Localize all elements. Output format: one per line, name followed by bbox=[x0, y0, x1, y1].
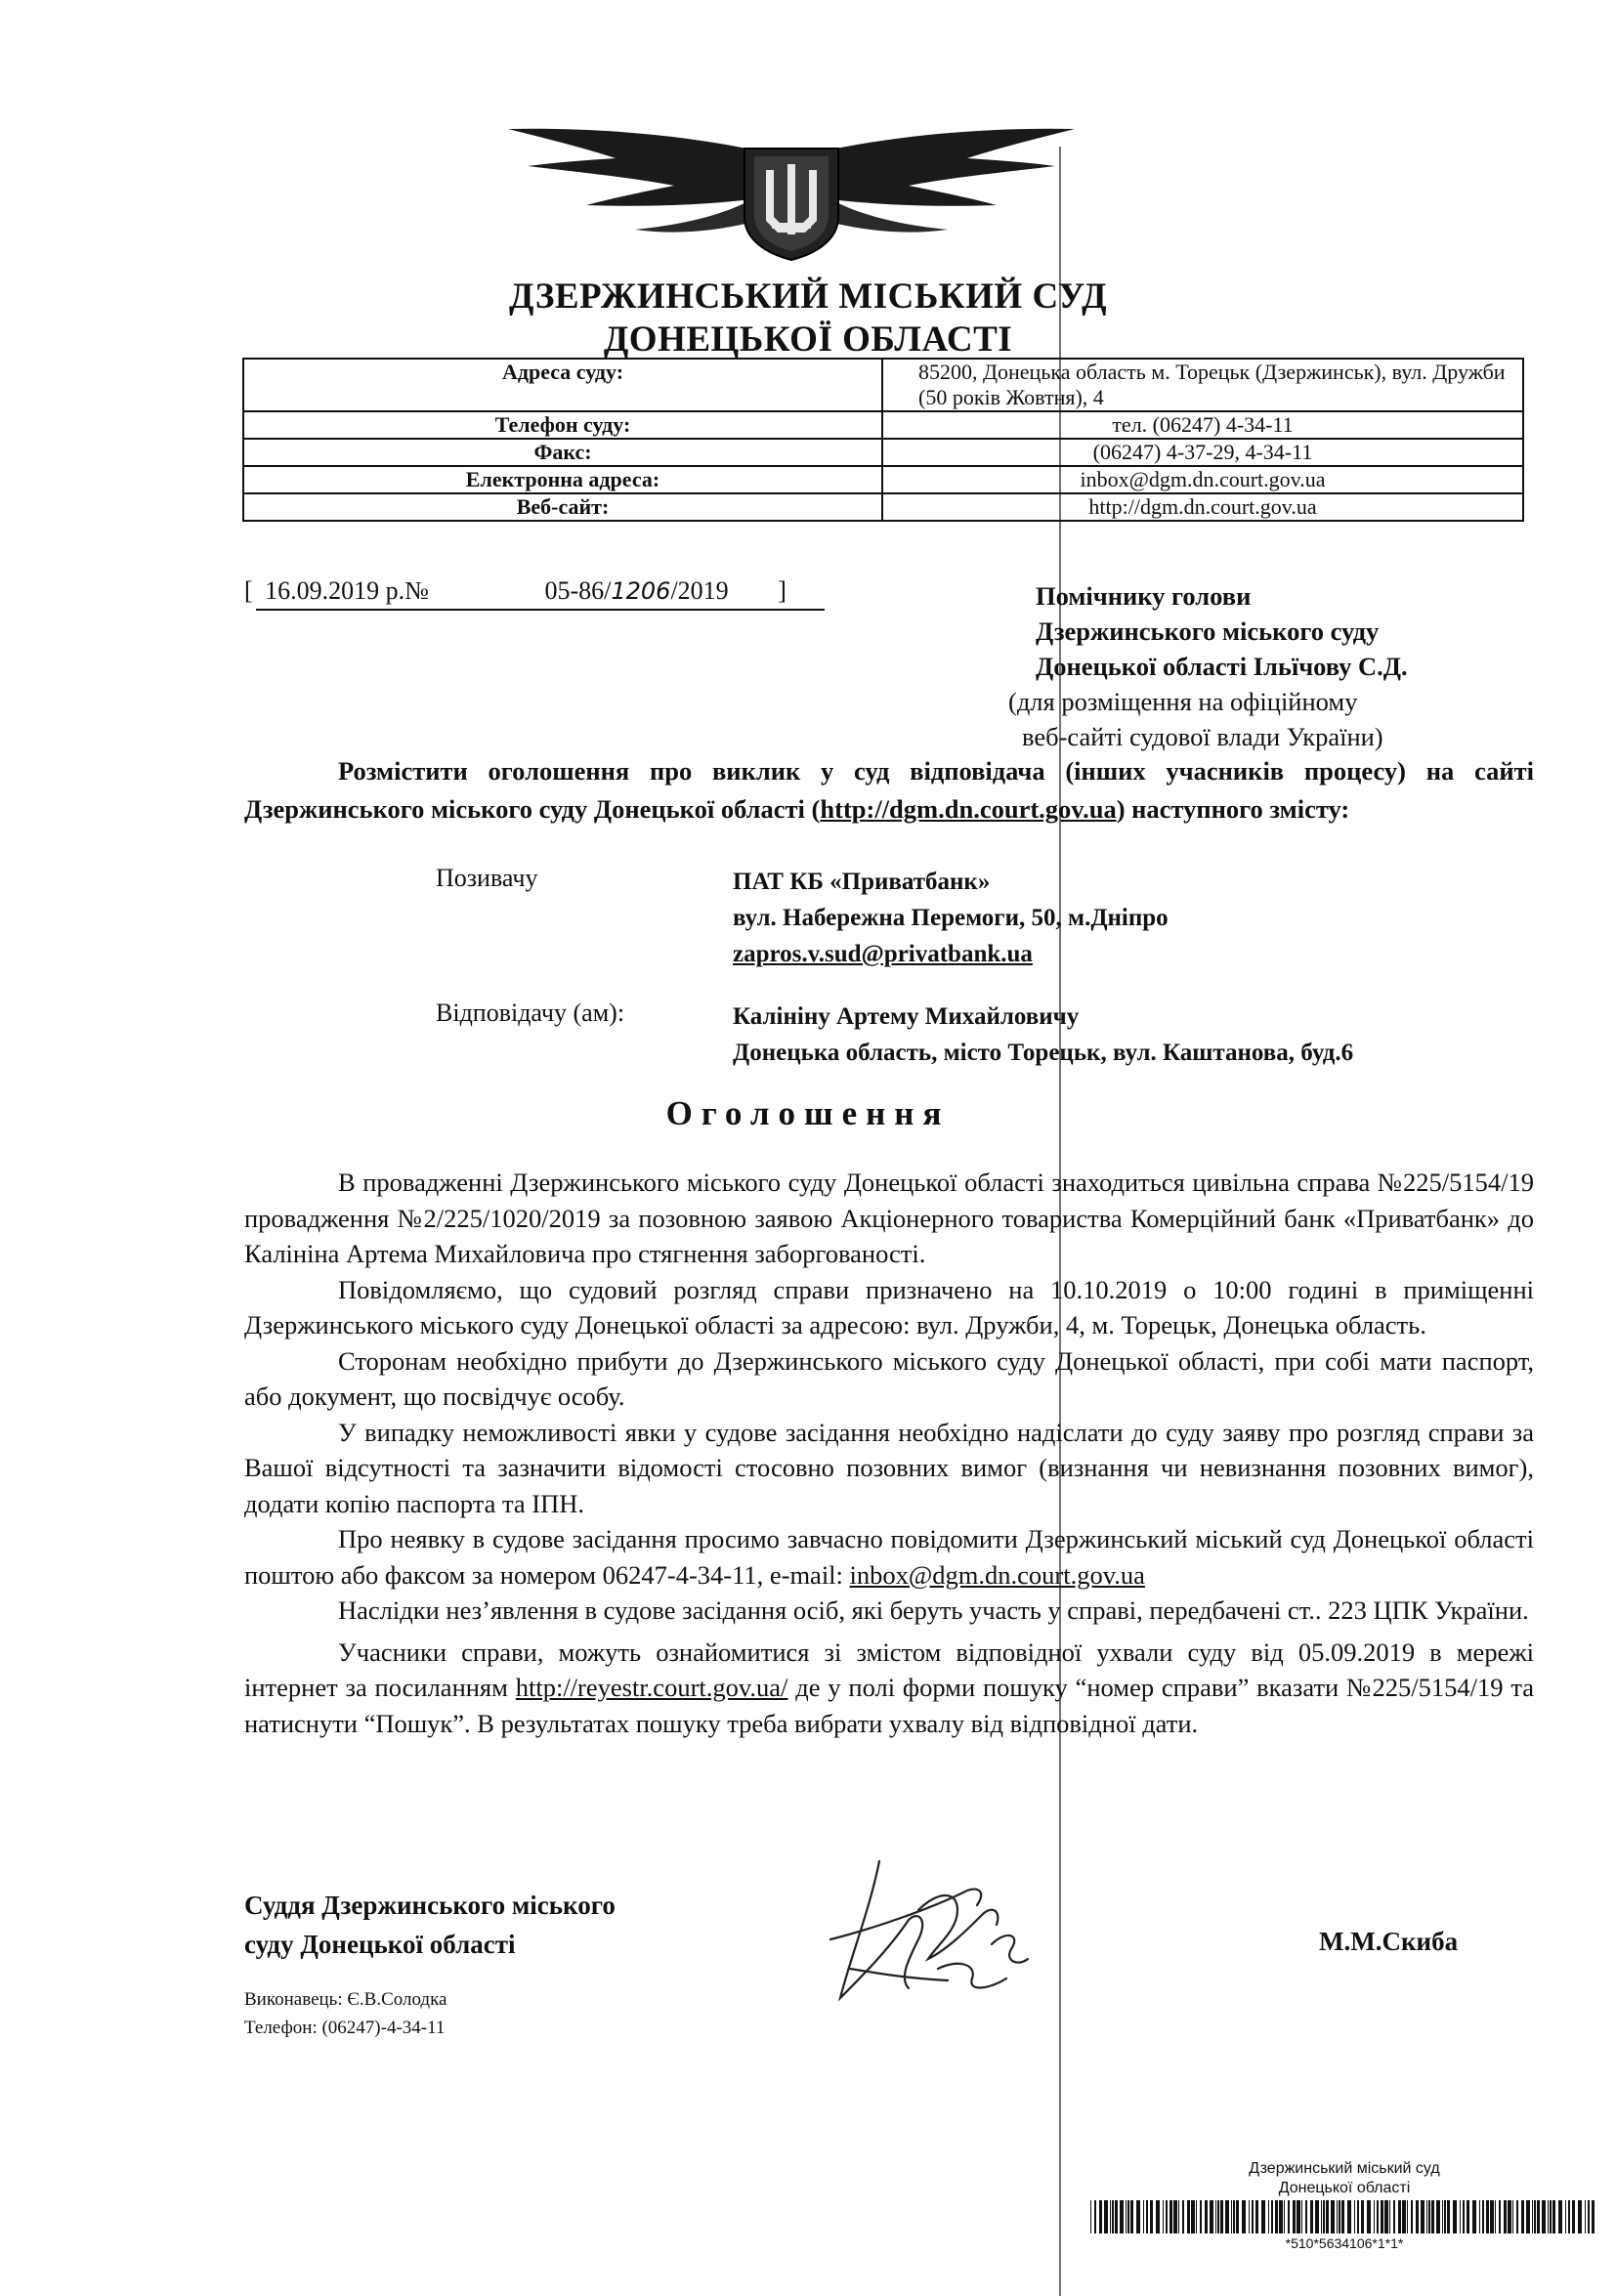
announcement-title: Оголошення bbox=[665, 1094, 951, 1132]
barcode-bar bbox=[1210, 2200, 1213, 2233]
barcode-bar bbox=[1565, 2200, 1566, 2233]
barcode-bar bbox=[1112, 2200, 1114, 2233]
ref-number-handwritten: 1206 bbox=[611, 577, 671, 605]
barcode-bar bbox=[1331, 2200, 1335, 2233]
barcode-bar bbox=[1115, 2200, 1118, 2233]
barcode-bar bbox=[1173, 2200, 1177, 2233]
barcode-bar bbox=[1271, 2200, 1273, 2233]
plaintiff-email-link[interactable]: zapros.v.sud@privatbank.ua bbox=[733, 941, 1033, 967]
barcode-bar bbox=[1187, 2200, 1190, 2233]
barcode-bar bbox=[1163, 2200, 1164, 2233]
barcode-bar bbox=[1178, 2200, 1179, 2233]
barcode-bar bbox=[1377, 2200, 1379, 2233]
barcode-bar bbox=[1428, 2200, 1430, 2233]
barcode-bar bbox=[1099, 2200, 1102, 2233]
barcode-bar bbox=[1297, 2200, 1300, 2233]
paragraph: В провадженні Дзержинського міського суду Донецької області знаходиться цивільна справа №225/5154/19 провадження №2/225/1020/2019 за позовною заявою Акціонерного товариства Комерційний банк «Приватбанк» до Калініна Артема Михайловича про стягнення заборгованості. bbox=[244, 1168, 1534, 1268]
website-value: http://dgm.dn.court.gov.ua bbox=[882, 493, 1523, 521]
table-row bbox=[243, 411, 1523, 439]
barcode-bar bbox=[1542, 2200, 1546, 2233]
barcode-bar bbox=[1261, 2200, 1265, 2233]
barcode-bar bbox=[1431, 2200, 1434, 2233]
barcode-bar bbox=[1389, 2200, 1390, 2233]
barcode-bar bbox=[1242, 2200, 1246, 2233]
barcode-bar bbox=[1127, 2200, 1129, 2233]
barcode-bar bbox=[1572, 2200, 1575, 2233]
judge-title bbox=[244, 1886, 616, 1964]
barcode-bar bbox=[1182, 2200, 1184, 2233]
barcode-bar bbox=[1504, 2200, 1507, 2233]
barcode-bar bbox=[1490, 2200, 1494, 2233]
phone-label: Телефон суду: bbox=[243, 411, 882, 439]
address-label: Адреса суду: bbox=[243, 359, 882, 411]
barcode-bar bbox=[1231, 2200, 1232, 2233]
barcode-bar bbox=[1552, 2200, 1555, 2233]
request-text: Розмістити оголошення про виклик у суд відповідача (інших учасників процесу) на сайті Дзержинського міського суду Донецької області ( bbox=[244, 756, 1534, 824]
barcode-bar bbox=[1225, 2200, 1229, 2233]
barcode-bar bbox=[1354, 2200, 1355, 2233]
fax-label: Факс: bbox=[243, 439, 882, 466]
court-title-line1: ДЗЕРЖИНСЬКИЙ МІСЬКИЙ СУД bbox=[508, 276, 1108, 317]
registry-link[interactable]: http://reyestr.court.gov.ua/ bbox=[515, 1673, 788, 1702]
judge-title-line: Суддя Дзержинського міського bbox=[244, 1891, 616, 1920]
barcode-bar bbox=[1357, 2200, 1359, 2233]
barcode-bar bbox=[1585, 2200, 1586, 2233]
barcode-bar bbox=[1215, 2200, 1216, 2233]
ref-open-bracket: [ bbox=[244, 576, 253, 605]
barcode-bar bbox=[1393, 2200, 1395, 2233]
paragraph bbox=[244, 1635, 1534, 1742]
plaintiff-block bbox=[733, 864, 1169, 972]
barcode-bar bbox=[1136, 2200, 1140, 2233]
judge-name: М.М.Скиба bbox=[1319, 1927, 1459, 1956]
barcode-bar bbox=[1191, 2200, 1195, 2233]
plaintiff-label: Позивачу bbox=[436, 864, 538, 892]
ref-number-suffix: /2019 bbox=[670, 576, 729, 605]
addressee-line: Донецької області Ільїчову С.Д. bbox=[1036, 652, 1408, 681]
defendant-address: Донецька область, місто Торецьк, вул. Каштанова, буд.6 bbox=[733, 1040, 1354, 1066]
barcode-bar bbox=[1205, 2200, 1208, 2233]
barcode-bar bbox=[1339, 2200, 1340, 2233]
barcode-bar bbox=[1548, 2200, 1549, 2233]
table-row bbox=[243, 493, 1523, 521]
barcode-bar bbox=[1284, 2200, 1285, 2233]
barcode-bar bbox=[1460, 2200, 1461, 2233]
website-label: Веб-сайт: bbox=[243, 493, 882, 521]
barcode-bar bbox=[1411, 2200, 1413, 2233]
barcode-bar bbox=[1169, 2200, 1172, 2233]
barcode-bar bbox=[1526, 2200, 1530, 2233]
ref-date: 16.09.2019 р.№ bbox=[265, 576, 429, 605]
barcode-bar bbox=[1220, 2200, 1223, 2233]
barcode-bar bbox=[1407, 2200, 1408, 2233]
barcode-bar bbox=[1104, 2200, 1108, 2233]
barcode-bar bbox=[1090, 2200, 1091, 2233]
barcode-bar bbox=[1288, 2200, 1290, 2233]
barcode-bar bbox=[1323, 2200, 1325, 2233]
barcode-bar bbox=[1126, 2200, 1127, 2233]
defendant-name: Калініну Артему Михайловичу bbox=[733, 1003, 1080, 1030]
barcode-bar bbox=[1249, 2200, 1250, 2233]
barcode-bar bbox=[1156, 2200, 1160, 2233]
barcode-bar bbox=[1447, 2200, 1450, 2233]
addressee-line: Помічнику голови bbox=[1036, 581, 1252, 611]
barcode-bar bbox=[1310, 2200, 1313, 2233]
paragraph-text: Про неявку в судове засідання просимо завчасно повідомити Дзержинський міський суд Донецької області поштою або факсом за номером 06247-4-34-11, e-mail: bbox=[244, 1524, 1534, 1590]
barcode-bar bbox=[1495, 2200, 1496, 2233]
barcode-bar bbox=[1166, 2200, 1168, 2233]
barcode-bar bbox=[1347, 2200, 1351, 2233]
paragraph-text: Учасники справи, можуть ознайомитися зі змістом відповідної ухвали суду від 05.09.2019 в мережі інтернет за посиланням bbox=[244, 1637, 1534, 1702]
barcode-bar bbox=[1381, 2200, 1383, 2233]
barcode-bar bbox=[1315, 2200, 1319, 2233]
barcode-bar bbox=[1421, 2200, 1425, 2233]
publication-request bbox=[244, 752, 1534, 829]
barcode-bar bbox=[1200, 2200, 1202, 2233]
court-website-link[interactable]: http://dgm.dn.court.gov.ua bbox=[820, 794, 1117, 824]
table-row bbox=[243, 439, 1523, 466]
barcode-bar bbox=[1150, 2200, 1153, 2233]
court-info-table bbox=[242, 358, 1524, 522]
barcode-bar bbox=[1416, 2200, 1419, 2233]
address-value: 85200, Донецька область м. Торецьк (Дзержинськ), вул. Дружби (50 років Жовтня), 4 bbox=[882, 359, 1523, 411]
phone-value: тел. (06247) 4-34-11 bbox=[882, 411, 1523, 439]
barcode-bar bbox=[1550, 2200, 1552, 2233]
coat-of-arms-with-wings-icon bbox=[489, 127, 1094, 264]
barcode-bar bbox=[1367, 2200, 1371, 2233]
barcode-bar bbox=[1402, 2200, 1406, 2233]
table-row bbox=[243, 466, 1523, 493]
barcode-bar bbox=[1384, 2200, 1388, 2233]
barcode-bar bbox=[1196, 2200, 1197, 2233]
addressee-line: веб-сайті судової влади України) bbox=[1022, 722, 1383, 751]
barcode-bar bbox=[1436, 2200, 1440, 2233]
barcode-bar bbox=[1499, 2200, 1501, 2233]
addressee-line: Дзержинського міського суду bbox=[1036, 617, 1380, 646]
fax-value: (06247) 4-37-29, 4-34-11 bbox=[882, 439, 1523, 466]
barcode-bar bbox=[1588, 2200, 1590, 2233]
announcement-body bbox=[244, 1165, 1534, 1741]
barcode-bar bbox=[1516, 2200, 1518, 2233]
barcode-bar bbox=[1592, 2200, 1595, 2233]
defendant-block bbox=[733, 999, 1353, 1071]
barcode-bar bbox=[1467, 2200, 1469, 2233]
barcode-bar bbox=[1236, 2200, 1239, 2233]
barcode-bar bbox=[1268, 2200, 1269, 2233]
paragraph bbox=[244, 1521, 1534, 1593]
barcode-number: *510*5634106*1*1* bbox=[1285, 2235, 1404, 2251]
barcode-bar bbox=[1326, 2200, 1329, 2233]
defendant-label: Відповідачу (ам): bbox=[436, 999, 625, 1027]
paragraph: Сторонам необхідно прибути до Дзержинського міського суду Донецької області, при собі мати паспорт, або документ, що посвідчує особу. bbox=[244, 1345, 1534, 1411]
barcode-bar bbox=[1374, 2200, 1375, 2233]
addressee-block bbox=[987, 578, 1534, 754]
court-email-link[interactable]: inbox@dgm.dn.court.gov.ua bbox=[849, 1559, 1145, 1590]
barcode-bar bbox=[1110, 2200, 1111, 2233]
barcode-bar bbox=[1486, 2200, 1489, 2233]
barcode-bar bbox=[1321, 2200, 1322, 2233]
barcode-bar bbox=[1146, 2200, 1148, 2233]
addressee-line: (для розміщення на офіційному bbox=[1008, 687, 1358, 716]
paragraph-text: де у полі форми пошуку “номер справи” вказати №225/5154/19 та натиснути “Пошук”. В результатах пошуку треба вибрати ухвалу від відповідної дати. bbox=[244, 1673, 1535, 1738]
barcode-bar bbox=[1217, 2200, 1219, 2233]
barcode-bar bbox=[1337, 2200, 1338, 2233]
barcode-bar bbox=[1130, 2200, 1133, 2233]
email-label: Електронна адреса: bbox=[243, 466, 882, 493]
ref-close-bracket: ] bbox=[778, 576, 787, 605]
registration-stamp bbox=[1090, 2159, 1598, 2198]
stamp-line: Донецької області bbox=[1278, 2180, 1411, 2196]
barcode-bar bbox=[1305, 2200, 1307, 2233]
court-title-line2: ДОНЕЦЬКОЇ ОБЛАСТІ bbox=[603, 319, 1013, 360]
request-text-end: ) наступного змісту: bbox=[1116, 794, 1350, 824]
barcode-bar bbox=[1279, 2200, 1283, 2233]
paragraph: Наслідки нез’явлення в судове засідання осіб, які беруть участь у справі, передбачені ст.. 223 ЦПК України. bbox=[338, 1595, 1529, 1625]
barcode-bar bbox=[1233, 2200, 1235, 2233]
barcode-bar bbox=[1512, 2200, 1513, 2233]
barcode-bar bbox=[1578, 2200, 1582, 2233]
barcode-bar bbox=[1341, 2200, 1344, 2233]
barcode-bar bbox=[1508, 2200, 1511, 2233]
barcode-bar bbox=[1301, 2200, 1302, 2233]
barcode-bar bbox=[1463, 2200, 1465, 2233]
barcode-bar bbox=[1479, 2200, 1480, 2233]
reference-underline bbox=[256, 609, 825, 611]
barcode-bar bbox=[1472, 2200, 1476, 2233]
handwritten-signature-icon bbox=[811, 1851, 1036, 2018]
executor-name: Виконавець: Є.В.Солодка bbox=[244, 1989, 447, 2010]
table-row bbox=[243, 359, 1523, 411]
barcode-bar bbox=[1453, 2200, 1457, 2233]
barcode-bar bbox=[1532, 2200, 1533, 2233]
barcode-bar bbox=[1444, 2200, 1446, 2233]
barcode-bar bbox=[1361, 2200, 1364, 2233]
barcode-bar bbox=[1252, 2200, 1254, 2233]
barcode-bar bbox=[1521, 2200, 1524, 2233]
barcode-bar bbox=[1426, 2200, 1427, 2233]
barcode-bar bbox=[1482, 2200, 1484, 2233]
barcode-bar bbox=[1255, 2200, 1258, 2233]
barcode-bar bbox=[1442, 2200, 1443, 2233]
plaintiff-name: ПАТ КБ «Приватбанк» bbox=[733, 869, 991, 895]
paragraph: Повідомляємо, що судовий розгляд справи призначено на 10.10.2019 о 10:00 годині в приміщенні Дзержинського міського суду Донецької області за адресою: вул. Дружби, 4, м. Торецьк, Донецька область. bbox=[244, 1274, 1534, 1339]
barcode-bar bbox=[1143, 2200, 1144, 2233]
executor-phone: Телефон: (06247)-4-34-11 bbox=[244, 2018, 446, 2038]
ref-number-prefix: 05-86/ bbox=[544, 576, 612, 605]
executor-block bbox=[244, 1985, 447, 2042]
barcode-bar bbox=[1568, 2200, 1570, 2233]
paragraph: У випадку неможливості явки у судове засідання необхідно надіслати до суду заяву про розгляд справи за Вашої відсутності та зазначити відомості стосовно позовних вимог (визнання чи невизнання позовних вимог), додати копію паспорта та ІПН. bbox=[244, 1417, 1534, 1518]
plaintiff-address: вул. Набережна Перемоги, 50, м.Дніпро bbox=[733, 905, 1169, 931]
stamp-line: Дзержинський міський суд bbox=[1249, 2160, 1440, 2177]
barcode-icon bbox=[1090, 2200, 1598, 2233]
barcode-bar bbox=[1293, 2200, 1296, 2233]
barcode-bar bbox=[1534, 2200, 1536, 2233]
barcode-bar bbox=[1094, 2200, 1096, 2233]
barcode-bar bbox=[1537, 2200, 1540, 2233]
barcode-bar bbox=[1558, 2200, 1562, 2233]
barcode-bar bbox=[1398, 2200, 1401, 2233]
barcode-bar bbox=[1120, 2200, 1124, 2233]
barcode-bar bbox=[1275, 2200, 1278, 2233]
reference-line bbox=[244, 576, 787, 606]
judge-title-line: суду Донецької області bbox=[244, 1930, 516, 1959]
email-value: inbox@dgm.dn.court.gov.ua bbox=[882, 466, 1523, 493]
